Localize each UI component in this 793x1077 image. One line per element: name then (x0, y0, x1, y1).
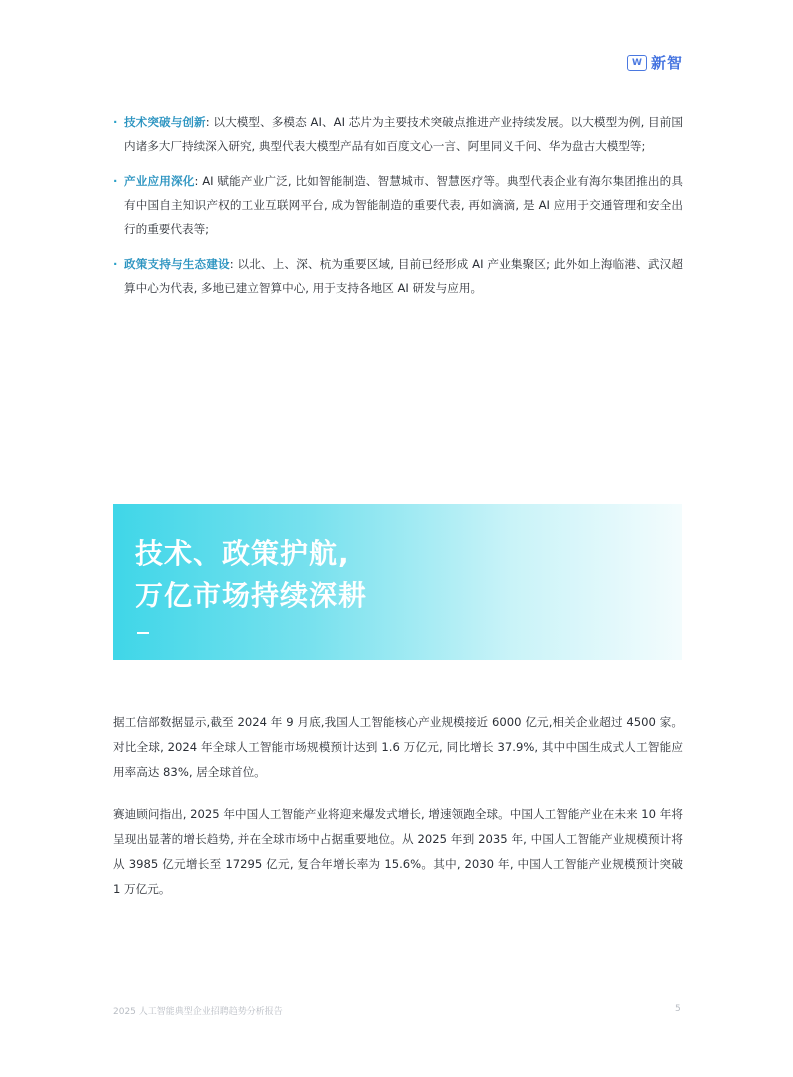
bullet-text: : 以大模型、多模态 AI、AI 芯片为主要技术突破点推进产业持续发展。以大模型为例, 目前国内诸多大厂持续深入研究, 典型代表大模型产品有如百度文心一言、阿里同义千问、华为盘古大模型等; (124, 115, 683, 153)
banner-divider (137, 632, 149, 634)
bullet-item (113, 110, 683, 158)
bullet-title: 政策支持与生态建设 (124, 257, 230, 271)
logo-mark-icon: W (627, 55, 647, 71)
body-paragraph: 据工信部数据显示,截至 2024 年 9 月底,我国人工智能核心产业规模接近 6000 亿元,相关企业超过 4500 家。对比全球, 2024 年全球人工智能市场规模预计达到 1.6 万亿元, 同比增长 37.9%, 其中中国生成式人工智能应用率高达 83%, 居全球首位。 (113, 715, 683, 779)
bullet-item (113, 169, 683, 241)
section-banner (113, 504, 682, 660)
bullet-dot-icon: · (113, 257, 118, 271)
bullet-list (113, 110, 683, 311)
bullet-dot-icon: · (113, 174, 118, 188)
page-number: 5 (675, 1004, 681, 1014)
bullet-text: : AI 赋能产业广泛, 比如智能制造、智慧城市、智慧医疗等。典型代表企业有海尔集团推出的具有中国自主知识产权的工业互联网平台, 成为智能制造的重要代表, 再如滴滴, 是 AI 应用于交通管理和安全出行的重要代表等; (124, 174, 683, 236)
body-paragraph: 赛迪顾问指出, 2025 年中国人工智能产业将迎来爆发式增长, 增速领跑全球。中国人工智能产业在未来 10 年将呈现出显著的增长趋势, 并在全球市场中占据重要地位。从 2025 年到 2035 年, 中国人工智能产业规模预计将从 3985 亿元增长至 17295 亿元, 复合年增长率为 15.6%。其中, 2030 年, 中国人工智能产业规模预计突破 1 万亿元。 (113, 807, 683, 896)
bullet-title: 产业应用深化 (124, 174, 195, 188)
brand-logo (627, 52, 683, 73)
bullet-dot-icon: · (113, 115, 118, 129)
bullet-item (113, 252, 683, 300)
banner-title-line-1: 技术、政策护航, (135, 537, 350, 570)
bullet-text: : 以北、上、深、杭为重要区域, 目前已经形成 AI 产业集聚区; 此外如上海临港、武汉超算中心为代表, 多地已建立智算中心, 用于支持各地区 AI 研发与应用。 (124, 257, 683, 295)
footer-report-title: 2025 人工智能典型企业招聘趋势分析报告 (113, 1007, 283, 1017)
logo-text: 新智 (651, 54, 684, 72)
banner-title-line-2: 万亿市场持续深耕 (135, 579, 368, 612)
bullet-title: 技术突破与创新 (124, 115, 206, 129)
